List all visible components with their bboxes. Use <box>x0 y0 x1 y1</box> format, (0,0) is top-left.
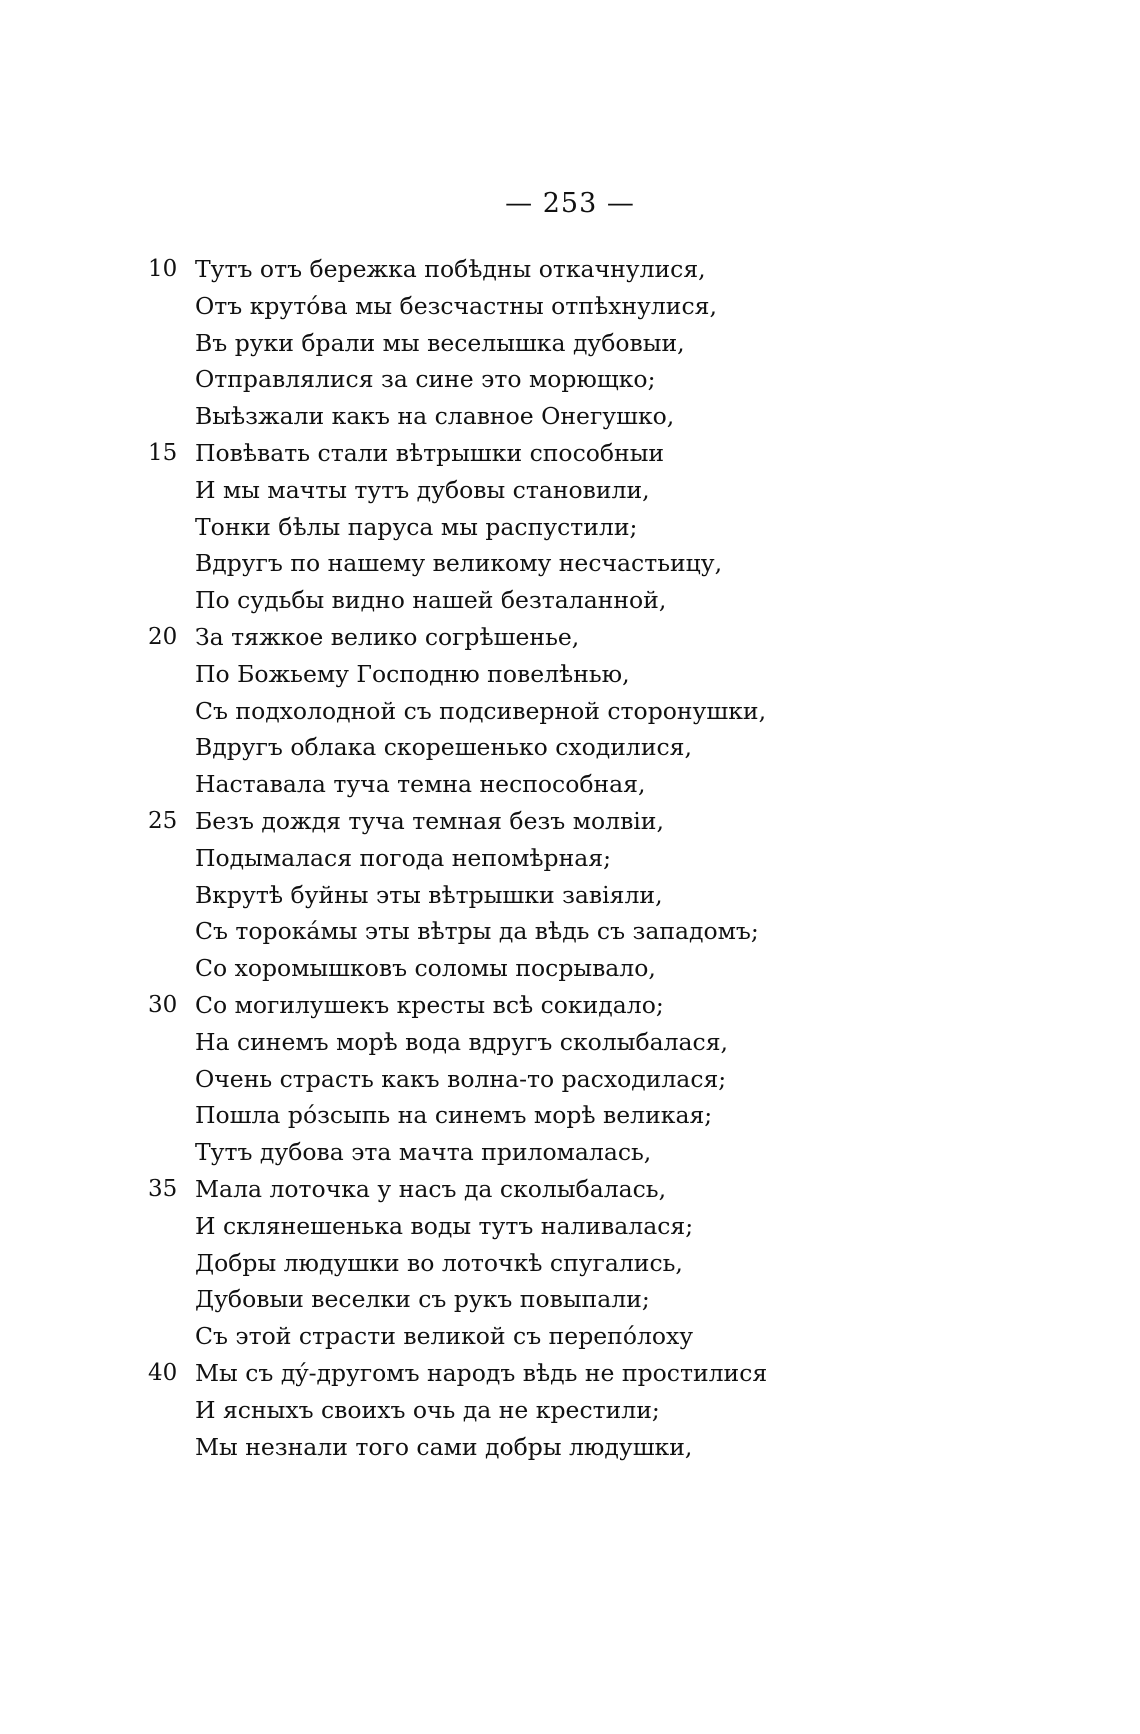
poem-line <box>0 656 1140 693</box>
poem-line <box>0 361 1140 398</box>
line-text: Вдругъ облака скорешенько сходилися, <box>195 733 692 762</box>
line-text: Тутъ дубова эта мачта приломалась, <box>195 1138 652 1167</box>
line-text: Подымалася погода непомѣрная; <box>195 843 612 872</box>
line-text: Выѣзжали какъ на славное Онегушко, <box>195 402 675 431</box>
poem-line <box>0 1392 1140 1429</box>
line-text: Пошла рóзсыпь на синемъ морѣ великая; <box>195 1101 713 1130</box>
line-text: По судьбы видно нашей безталанной, <box>195 586 667 615</box>
poem-line <box>0 325 1140 362</box>
poem-line <box>0 877 1140 914</box>
poem-line <box>0 1318 1140 1355</box>
line-text: Тутъ отъ бережка побѣдны откачнулися, <box>195 255 706 283</box>
line-number: 10 <box>148 256 178 282</box>
line-text: По Божьему Господню повелѣнью, <box>195 659 630 688</box>
poem-line <box>0 1281 1140 1318</box>
line-text: И ясныхъ своихъ очь да не крестили; <box>195 1395 660 1424</box>
poem-line <box>0 1208 1140 1245</box>
line-text: Со могилушекъ кресты всѣ сокидало; <box>195 990 664 1019</box>
poem-line <box>0 398 1140 435</box>
poem-line <box>0 509 1140 546</box>
line-text: И мы мачты тутъ дубовы становили, <box>195 475 650 504</box>
poem-line <box>0 545 1140 582</box>
line-text: Мы незнали того сами добры людушки, <box>195 1432 693 1461</box>
line-text: Безъ дождя туча темная безъ молвіи, <box>195 806 664 835</box>
poem-line <box>0 913 1140 950</box>
line-number: 25 <box>148 807 178 834</box>
line-text: Очень страсть какъ волна-то расходилася; <box>195 1064 727 1093</box>
line-number: 40 <box>148 1359 178 1386</box>
line-text: Отъ крутóва мы безсчастны отпѣхнулися, <box>195 291 717 320</box>
poem-line <box>0 1429 1140 1466</box>
poem-line <box>0 582 1140 619</box>
poem-line <box>0 693 1140 730</box>
poem-line <box>0 1245 1140 1282</box>
line-text: Съ торокáмы эты вѣтры да вѣдь съ западомъ; <box>195 917 759 946</box>
line-text: Повѣвать стали вѣтрышки способныи <box>195 438 665 467</box>
line-text: Отправлялися за сине это морющко; <box>195 365 656 394</box>
line-text: Вкрутѣ буйны эты вѣтрышки завіяли, <box>195 880 663 909</box>
poem-line <box>0 1024 1140 1061</box>
line-text: Дубовыи веселки съ рукъ повыпали; <box>195 1285 650 1314</box>
line-text: Вдругъ по нашему великому несчастьицу, <box>195 549 723 578</box>
line-text: Добры людушки во лоточкѣ спугались, <box>195 1248 683 1277</box>
page-number: — 253 — <box>505 188 635 219</box>
line-text: За тяжкое велико согрѣшенье, <box>195 622 580 651</box>
line-text: Мы съ дý-другомъ народъ вѣдь не простилися <box>195 1358 768 1387</box>
poem-line <box>0 288 1140 325</box>
poem-line <box>0 729 1140 766</box>
poem-line <box>0 987 1140 1024</box>
poem-line <box>0 950 1140 987</box>
poem-line <box>0 840 1140 877</box>
line-text: Со хоромышковъ соломы посрывало, <box>195 954 656 983</box>
poem-line <box>0 1134 1140 1171</box>
poem-line <box>0 766 1140 803</box>
poem-line <box>0 1355 1140 1392</box>
poem-line <box>0 435 1140 472</box>
line-text: Въ руки брали мы веселышка дубовыи, <box>195 328 685 357</box>
line-number: 15 <box>148 439 178 466</box>
line-text: Тонки бѣлы паруса мы распустили; <box>195 512 638 541</box>
line-text: И склянешенька воды тутъ наливалася; <box>195 1211 694 1240</box>
line-number: 35 <box>148 1175 178 1202</box>
poem-line <box>0 1171 1140 1208</box>
line-text: На синемъ морѣ вода вдругъ сколыбалася, <box>195 1027 728 1056</box>
poem-line <box>0 803 1140 840</box>
poem-line <box>0 619 1140 656</box>
poem-line <box>0 1061 1140 1098</box>
line-text: Наставала туча темна неспособная, <box>195 770 646 799</box>
poem-line <box>0 472 1140 509</box>
poem-line <box>0 251 1140 288</box>
poem-line <box>0 1097 1140 1134</box>
poem-text <box>0 251 1140 1465</box>
line-number: 20 <box>148 623 178 650</box>
line-text: Съ этой страсти великой съ перепóлоху <box>195 1322 694 1351</box>
line-text: Съ подхолодной съ подсиверной сторонушки, <box>195 696 767 725</box>
line-text: Мала лоточка у насъ да сколыбалась, <box>195 1174 667 1203</box>
line-number: 30 <box>148 991 178 1018</box>
